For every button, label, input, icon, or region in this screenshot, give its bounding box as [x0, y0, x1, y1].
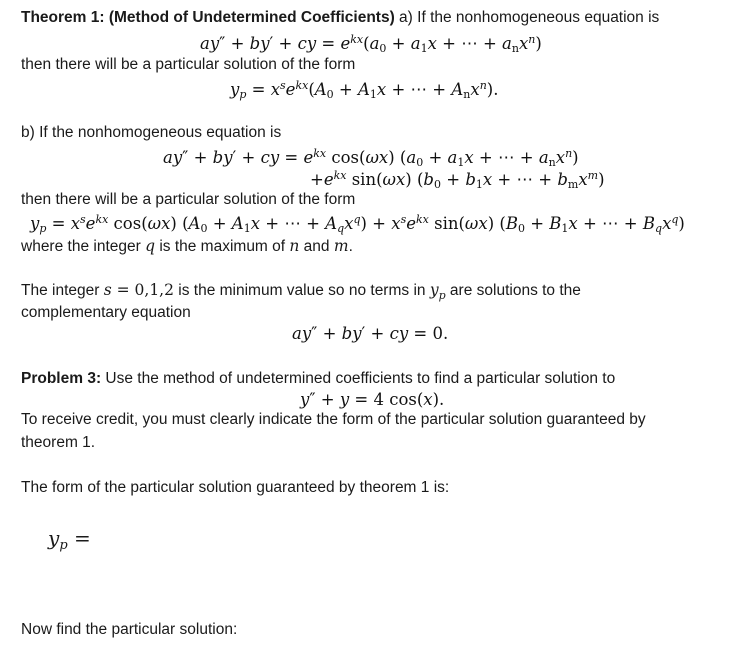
- credit-line2: theorem 1.: [21, 434, 96, 451]
- solution-form-a: $y_p = x^se^{kx}(A_0 + A_1x$ + ⋯ + $A_nx^n$).: [230, 79, 499, 101]
- problem-heading: Problem 3:: [21, 370, 102, 387]
- problem-line: [21, 370, 615, 388]
- equation-b-line1: ay″ + by′ + cy = $e^{kx}$ cos(ωx) ($a_0 + a_1x$ + ⋯ + $a_nx^n$): [163, 147, 579, 169]
- equation-a: ay″ + by′ + cy = $e^{kx}(a_0 + a_1x$ + ⋯ + $a_nx^n$): [200, 33, 542, 55]
- where-q: where the integer q is the maximum of n and m.: [21, 237, 353, 255]
- answer-label: $y_p$ =: [48, 526, 91, 553]
- problem-equation: y″ + y = 4 cos(x).: [300, 390, 445, 409]
- form-prompt: The form of the particular solution guaranteed by theorem 1 is:: [21, 479, 450, 496]
- find-prompt: Now find the particular solution:: [21, 621, 238, 638]
- problem-text: Use the method of undetermined coefficients to find a particular solution to: [101, 370, 616, 387]
- part-a-intro: a) If the nonhomogeneous equation is: [394, 9, 660, 26]
- theorem-heading-line: [21, 9, 659, 27]
- complementary-equation: ay″ + by′ + cy = 0.: [292, 324, 449, 343]
- integer-s-line1: The integer s = 0,1,2 is the minimum value so no terms in $y_p$ are solutions to the: [21, 281, 581, 303]
- solution-form-b: $y_p = x^se^{kx}$ cos(ωx) ($A_0 + A_1x$ + ⋯ + $A_qx^q) + x^se^{kx}$ sin(ωx) ($B_0 + B_1x$ + ⋯ + $B_qx^q$): [30, 213, 685, 235]
- then-a: then there will be a particular solution of the form: [21, 56, 356, 73]
- credit-line1: To receive credit, you must clearly indicate the form of the particular solution guaranteed by: [21, 411, 646, 428]
- equation-b-line2: $+e^{kx}$ sin(ωx) ($b_0 + b_1x$ + ⋯ + $b_mx^m$): [310, 169, 605, 191]
- integer-s-line2: complementary equation: [21, 304, 191, 321]
- then-b: then there will be a particular solution of the form: [21, 191, 356, 208]
- theorem-heading: Theorem 1: (Method of Undetermined Coefficients): [21, 9, 395, 26]
- part-b-intro: b) If the nonhomogeneous equation is: [21, 124, 282, 141]
